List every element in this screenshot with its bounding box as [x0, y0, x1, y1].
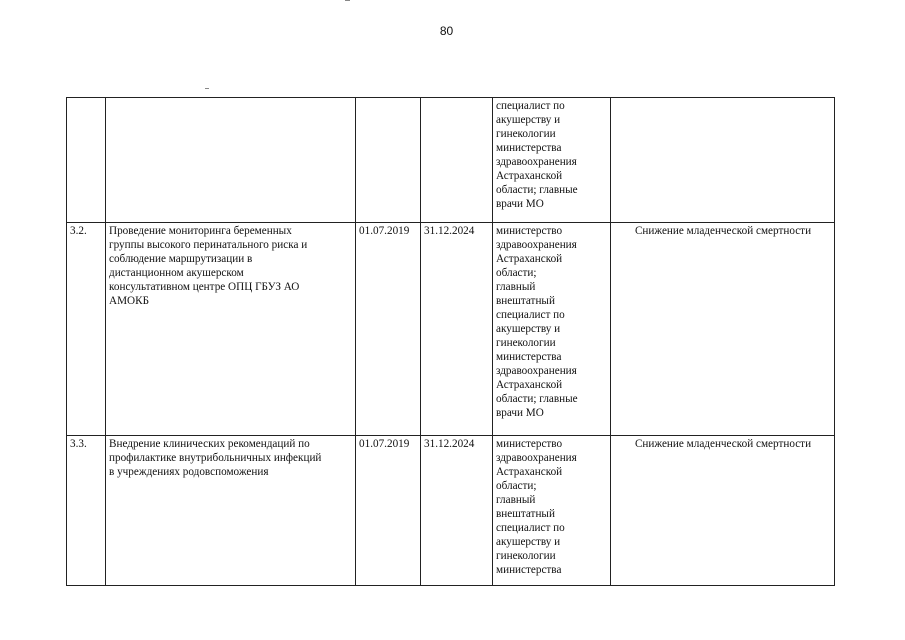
responsible-line: здравоохранения	[496, 365, 577, 377]
responsible-line: врачи МО	[496, 407, 544, 419]
end-date-cell: 31.12.2024	[421, 223, 493, 436]
row-number-cell: 3.2.	[67, 223, 106, 436]
table-row	[67, 223, 835, 436]
responsible-line: внештатный	[496, 295, 555, 307]
responsible-line: гинекологии	[496, 337, 556, 349]
measure-name-line: Внедрение клинических рекомендаций по	[109, 438, 310, 450]
measure-name-line: АМОКБ	[109, 295, 149, 307]
start-date-cell	[356, 98, 421, 223]
responsible-line: министерство	[496, 438, 563, 450]
responsible-line: акушерству и	[496, 536, 561, 548]
responsible-line: специалист по	[496, 100, 565, 112]
start-date-cell: 01.07.2019	[356, 223, 421, 436]
responsible-line: Астраханской	[496, 379, 563, 391]
responsible-line: Астраханской	[496, 170, 563, 182]
measure-name-cell	[106, 223, 356, 436]
responsible-line: акушерству и	[496, 323, 561, 335]
responsible-line: области;	[496, 480, 537, 492]
responsible-cell	[493, 436, 611, 586]
scan-speck	[345, 0, 350, 1]
page-number: 80	[439, 24, 454, 38]
responsible-cell	[493, 223, 611, 436]
measures-table	[66, 97, 835, 586]
measure-name-line: группы высокого перинатального риска и	[109, 239, 308, 251]
responsible-line: главный	[496, 281, 536, 293]
responsible-line: специалист по	[496, 522, 565, 534]
responsible-line: министерства	[496, 564, 562, 576]
scan-speck	[205, 88, 209, 89]
expected-result-cell	[611, 98, 835, 223]
responsible-line: здравоохранения	[496, 239, 577, 251]
measure-name-cell	[106, 436, 356, 586]
responsible-line: здравоохранения	[496, 156, 577, 168]
table-row	[67, 98, 835, 223]
responsible-line: министерства	[496, 142, 562, 154]
responsible-line: Астраханской	[496, 253, 563, 265]
measure-name-line: Проведение мониторинга беременных	[109, 225, 292, 237]
responsible-cell	[493, 98, 611, 223]
responsible-line: врачи МО	[496, 198, 544, 210]
measure-name-line: дистанционном акушерском	[109, 267, 244, 279]
responsible-line: министерство	[496, 225, 563, 237]
responsible-line: министерства	[496, 351, 562, 363]
expected-result-cell: Снижение младенческой смертности	[611, 223, 835, 436]
responsible-line: Астраханской	[496, 466, 563, 478]
responsible-line: гинекологии	[496, 550, 556, 562]
row-number-cell	[67, 98, 106, 223]
row-number-cell: 3.3.	[67, 436, 106, 586]
end-date-cell: 31.12.2024	[421, 436, 493, 586]
responsible-line: гинекологии	[496, 128, 556, 140]
responsible-line: главный	[496, 494, 536, 506]
table-row	[67, 436, 835, 586]
responsible-line: области;	[496, 267, 537, 279]
measure-name-cell	[106, 98, 356, 223]
measure-name-line: консультативном центре ОПЦ ГБУЗ АО	[109, 281, 300, 293]
measure-name-line: профилактике внутрибольничных инфекций	[109, 452, 322, 464]
measure-name-line: соблюдение маршрутизации в	[109, 253, 253, 265]
expected-result-cell: Снижение младенческой смертности	[611, 436, 835, 586]
end-date-cell	[421, 98, 493, 223]
responsible-line: здравоохранения	[496, 452, 577, 464]
responsible-line: специалист по	[496, 309, 565, 321]
responsible-line: акушерству и	[496, 114, 561, 126]
measure-name-line: в учреждениях родовспоможения	[109, 466, 269, 478]
responsible-line: внештатный	[496, 508, 555, 520]
start-date-cell: 01.07.2019	[356, 436, 421, 586]
responsible-line: области; главные	[496, 184, 578, 196]
responsible-line: области; главные	[496, 393, 578, 405]
